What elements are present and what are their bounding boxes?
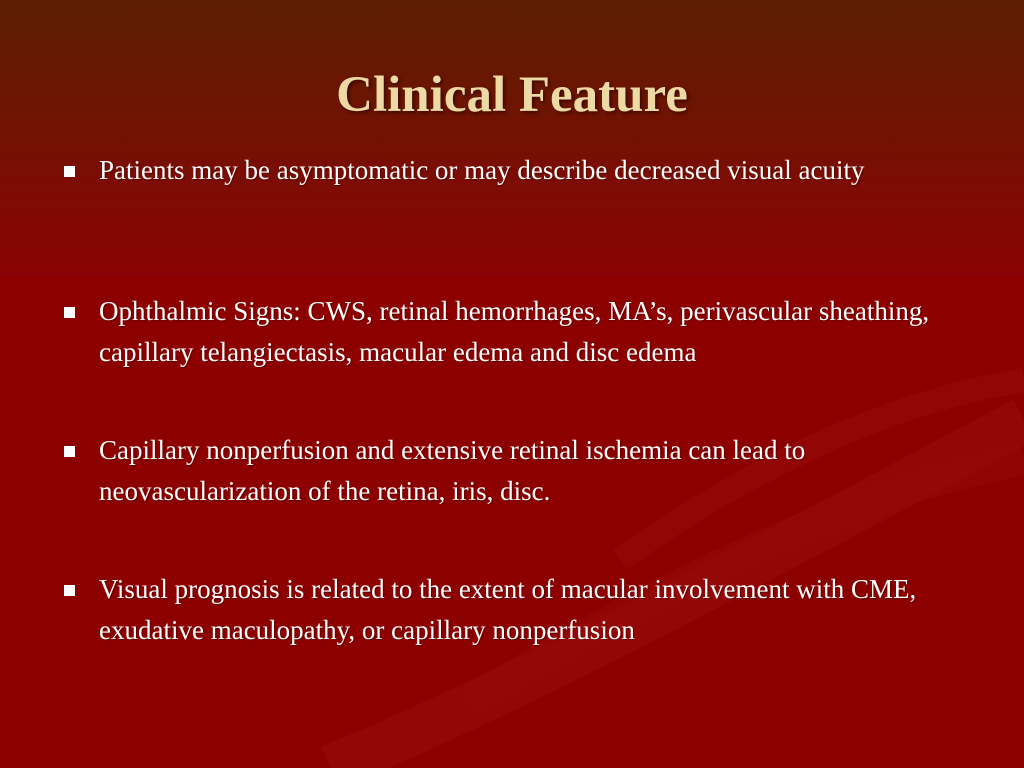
- square-bullet-icon: [64, 166, 75, 177]
- bullet-item: [62, 569, 972, 651]
- slide-title: Clinical Feature: [336, 67, 688, 123]
- bullet-text: Ophthalmic Signs: CWS, retinal hemorrhages, MA’s, perivascular sheathing, capillary telangiectasis, macular edema and disc edema: [99, 296, 930, 367]
- square-bullet-icon: [64, 585, 75, 596]
- bullet-item: [62, 291, 972, 373]
- header-band: [0, 0, 1024, 276]
- bullet-item: [62, 430, 972, 512]
- bullet-text: Visual prognosis is related to the extent of macular involvement with CME, exudative maculopathy, or capillary nonperfusion: [99, 574, 917, 645]
- bullet-text: Patients may be asymptomatic or may describe decreased visual acuity: [99, 155, 865, 185]
- bullet-item: [62, 150, 972, 191]
- bullet-text: Capillary nonperfusion and extensive retinal ischemia can lead to neovascularization of the retina, iris, disc.: [99, 435, 806, 506]
- square-bullet-icon: [64, 446, 75, 457]
- square-bullet-icon: [64, 307, 75, 318]
